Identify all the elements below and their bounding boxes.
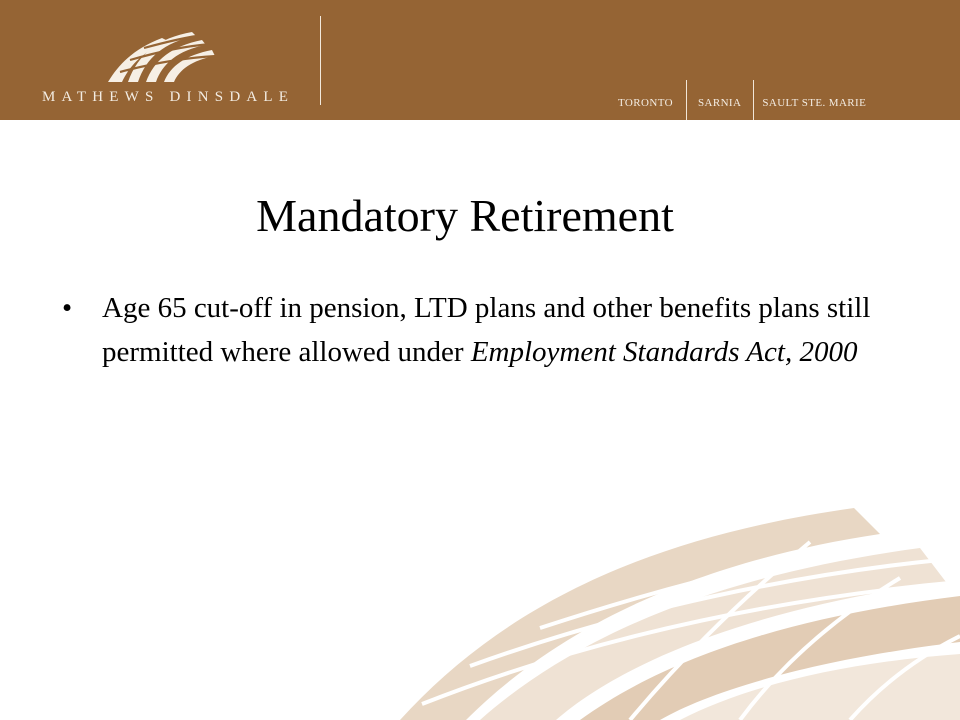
- office-link-sarnia[interactable]: SARNIA: [697, 97, 742, 109]
- slide-title: Mandatory Retirement: [256, 190, 674, 241]
- office-link-toronto[interactable]: TORONTO: [618, 97, 673, 109]
- bullet-dot: •: [62, 292, 73, 324]
- office-link-sault-ste-marie[interactable]: SAULT STE. MARIE: [762, 97, 867, 109]
- bullet-body: Age 65 cut-off in pension, LTD plans and other benefits plans still permitted where allowed under: [102, 292, 871, 368]
- act-name: Employment Standards Act, 2000: [470, 336, 858, 368]
- office-divider: [753, 80, 754, 120]
- bullet-text: [102, 286, 872, 374]
- bullet-list: [62, 286, 872, 374]
- bullet-item: [62, 286, 872, 374]
- curved-grid-logo-icon: [100, 28, 220, 86]
- brand-divider: [320, 16, 321, 105]
- office-nav: [618, 80, 866, 120]
- office-divider: [686, 80, 687, 120]
- header-bar: [0, 0, 960, 120]
- decorative-swoosh-graphic: [380, 490, 960, 720]
- brand-wordmark: MATHEWS DINSDALE: [42, 89, 295, 105]
